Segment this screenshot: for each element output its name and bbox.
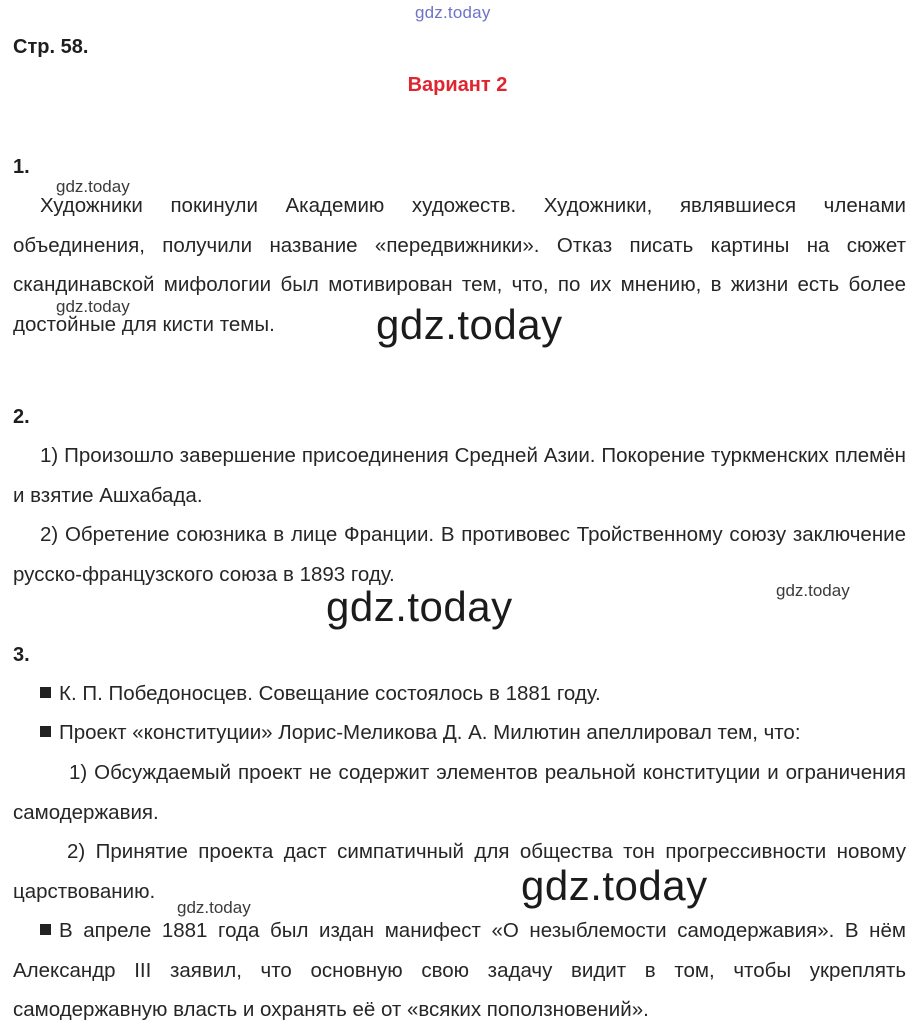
bullet-marker <box>40 687 51 698</box>
question-1-text: Художники покинули Академию художеств. Художники, являвшиеся членами объединения, получили название «передвижники». Отказ писать картины на сюжет скандинавской мифологии был мотивирован тем, что, по их мнению, в жизни есть более достойные для кисти темы. <box>13 194 906 336</box>
watermark-large: gdz.today <box>521 862 708 909</box>
watermark-small: gdz.today <box>177 898 251 917</box>
bullet-marker <box>40 726 51 737</box>
watermark-large: gdz.today <box>326 583 513 630</box>
question-3-bullet-3 <box>13 911 906 1030</box>
bullet-marker <box>40 924 51 935</box>
question-3-number: 3. <box>13 644 30 666</box>
bullet-1-text: К. П. Победоносцев. Совещание состоялось в 1881 году. <box>59 682 601 705</box>
watermark-small: gdz.today <box>56 177 130 196</box>
question-2-item-2: 2) Обретение союзника в лице Франции. В противовес Тройственному союзу заключение русско-французского союза в 1893 году. <box>13 523 906 586</box>
question-3-sub-1: 1) Обсуждаемый проект не содержит элементов реальной конституции и ограничения самодержавия. <box>13 761 906 824</box>
header-watermark: gdz.today <box>415 3 491 22</box>
variant-title: Вариант 2 <box>407 74 508 96</box>
watermark-small: gdz.today <box>776 581 850 600</box>
question-3-sub-2: 2) Принятие проекта даст симпатичный для общества тон прогрессивности новому царствованию. <box>13 840 906 903</box>
question-3-bullet-1 <box>40 674 601 714</box>
watermark-small: gdz.today <box>56 297 130 316</box>
question-2-item-1: 1) Произошло завершение присоединения Средней Азии. Покорение туркменских племён и взятие Ашхабада. <box>13 444 906 507</box>
question-1-number: 1. <box>13 156 30 178</box>
bullet-3-text: В апреле 1881 года был издан манифест «О незыблемости самодержавия». В нём Александр III заявил, что основную свою задачу видит в том, чтобы укреплять самодержавную власть и охранять её от «всяких поползновений». <box>13 919 906 1021</box>
watermark-large: gdz.today <box>376 301 563 348</box>
page-number: Стр. 58. <box>13 36 89 58</box>
bullet-2-text: Проект «конституции» Лорис-Меликова Д. А. Милютин апеллировал тем, что: <box>59 721 801 744</box>
question-2-number: 2. <box>13 406 30 428</box>
question-3-bullet-2 <box>40 713 801 753</box>
